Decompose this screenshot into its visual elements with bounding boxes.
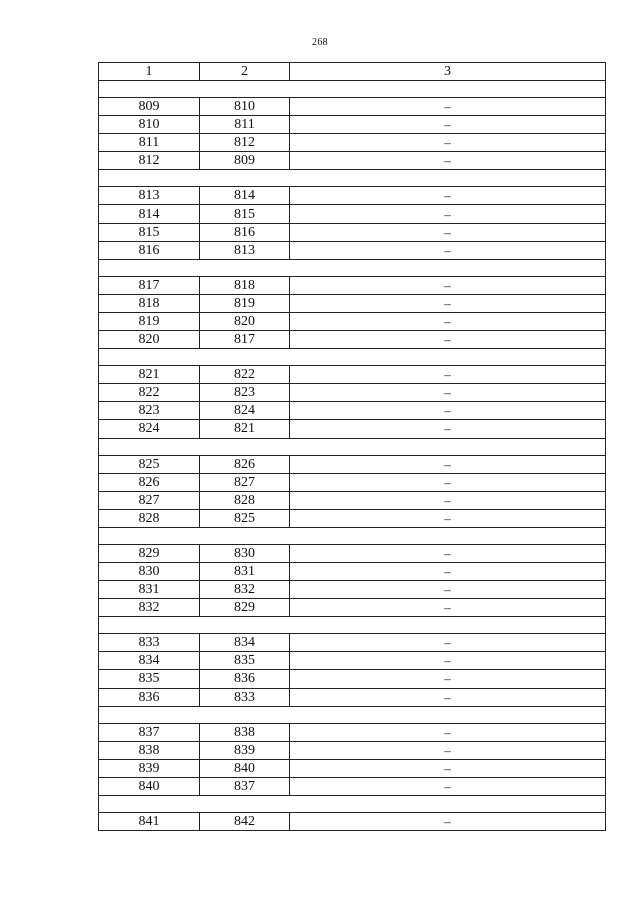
table-cell-col-2: 812 bbox=[200, 134, 290, 152]
table-row bbox=[99, 420, 606, 438]
table-row bbox=[99, 366, 606, 384]
table-cell-col-3: – bbox=[290, 509, 606, 527]
table-row bbox=[99, 759, 606, 777]
table-cell-col-1: 840 bbox=[99, 777, 200, 795]
table-cell-col-3: – bbox=[290, 544, 606, 562]
table-row bbox=[99, 205, 606, 223]
group-separator-row bbox=[99, 349, 606, 366]
table-cell-col-1: 817 bbox=[99, 276, 200, 294]
table-cell-col-1: 827 bbox=[99, 491, 200, 509]
table-row bbox=[99, 152, 606, 170]
table-row bbox=[99, 723, 606, 741]
table-cell-col-3: – bbox=[290, 152, 606, 170]
table-cell-col-1: 814 bbox=[99, 205, 200, 223]
table-cell-col-2: 819 bbox=[200, 294, 290, 312]
table-cell-col-2: 818 bbox=[200, 276, 290, 294]
table-cell-col-3: – bbox=[290, 813, 606, 831]
table-cell-col-1: 816 bbox=[99, 241, 200, 259]
table-cell-col-1: 825 bbox=[99, 455, 200, 473]
group-separator-cell bbox=[99, 349, 606, 366]
table-cell-col-1: 828 bbox=[99, 509, 200, 527]
table-cell-col-1: 818 bbox=[99, 294, 200, 312]
group-separator-cell bbox=[99, 796, 606, 813]
column-header-3: 3 bbox=[290, 63, 606, 81]
table-cell-col-3: – bbox=[290, 366, 606, 384]
table-cell-col-3: – bbox=[290, 98, 606, 116]
table-row bbox=[99, 276, 606, 294]
table-cell-col-1: 819 bbox=[99, 312, 200, 330]
table-row bbox=[99, 134, 606, 152]
table-cell-col-1: 836 bbox=[99, 688, 200, 706]
table-cell-col-3: – bbox=[290, 402, 606, 420]
table-cell-col-1: 809 bbox=[99, 98, 200, 116]
table-cell-col-2: 824 bbox=[200, 402, 290, 420]
table-cell-col-2: 816 bbox=[200, 223, 290, 241]
group-separator-row bbox=[99, 81, 606, 98]
group-separator-row bbox=[99, 706, 606, 723]
group-separator-cell bbox=[99, 438, 606, 455]
table-cell-col-1: 841 bbox=[99, 813, 200, 831]
table-row bbox=[99, 312, 606, 330]
table-cell-col-2: 820 bbox=[200, 312, 290, 330]
table-cell-col-2: 823 bbox=[200, 384, 290, 402]
table-cell-col-1: 824 bbox=[99, 420, 200, 438]
table-row bbox=[99, 562, 606, 580]
table-cell-col-3: – bbox=[290, 205, 606, 223]
group-separator-row bbox=[99, 438, 606, 455]
page-number: 268 bbox=[312, 37, 328, 48]
table-cell-col-3: – bbox=[290, 420, 606, 438]
table-cell-col-1: 821 bbox=[99, 366, 200, 384]
table-cell-col-3: – bbox=[290, 491, 606, 509]
table-cell-col-3: – bbox=[290, 223, 606, 241]
table-cell-col-2: 814 bbox=[200, 187, 290, 205]
table-cell-col-1: 831 bbox=[99, 581, 200, 599]
table-cell-col-3: – bbox=[290, 581, 606, 599]
table-cell-col-2: 838 bbox=[200, 723, 290, 741]
table-cell-col-3: – bbox=[290, 241, 606, 259]
table-cell-col-1: 834 bbox=[99, 652, 200, 670]
table-row bbox=[99, 509, 606, 527]
column-header-2: 2 bbox=[200, 63, 290, 81]
table-cell-col-3: – bbox=[290, 134, 606, 152]
table-cell-col-2: 811 bbox=[200, 116, 290, 134]
table-cell-col-3: – bbox=[290, 599, 606, 617]
table-row bbox=[99, 223, 606, 241]
group-separator-row bbox=[99, 796, 606, 813]
table-cell-col-3: – bbox=[290, 723, 606, 741]
table-cell-col-3: – bbox=[290, 473, 606, 491]
table-row bbox=[99, 813, 606, 831]
group-separator-cell bbox=[99, 527, 606, 544]
table-cell-col-3: – bbox=[290, 331, 606, 349]
table-cell-col-2: 810 bbox=[200, 98, 290, 116]
table-row bbox=[99, 402, 606, 420]
table-cell-col-1: 839 bbox=[99, 759, 200, 777]
table-row bbox=[99, 331, 606, 349]
group-separator-cell bbox=[99, 81, 606, 98]
table-row bbox=[99, 241, 606, 259]
table-cell-col-3: – bbox=[290, 777, 606, 795]
table-cell-col-3: – bbox=[290, 759, 606, 777]
table-cell-col-3: – bbox=[290, 741, 606, 759]
table-cell-col-1: 811 bbox=[99, 134, 200, 152]
table-cell-col-1: 838 bbox=[99, 741, 200, 759]
table-cell-col-3: – bbox=[290, 455, 606, 473]
table-cell-col-1: 815 bbox=[99, 223, 200, 241]
table-cell-col-2: 822 bbox=[200, 366, 290, 384]
table-cell-col-2: 815 bbox=[200, 205, 290, 223]
group-separator-cell bbox=[99, 259, 606, 276]
table-body bbox=[99, 81, 606, 831]
table-row bbox=[99, 116, 606, 134]
table-header bbox=[99, 63, 606, 81]
table-cell-col-3: – bbox=[290, 294, 606, 312]
group-separator-cell bbox=[99, 706, 606, 723]
table-cell-col-1: 823 bbox=[99, 402, 200, 420]
group-separator-row bbox=[99, 259, 606, 276]
table-cell-col-1: 832 bbox=[99, 599, 200, 617]
table-cell-col-2: 817 bbox=[200, 331, 290, 349]
table-cell-col-3: – bbox=[290, 652, 606, 670]
table-cell-col-3: – bbox=[290, 384, 606, 402]
table-cell-col-1: 813 bbox=[99, 187, 200, 205]
table-cell-col-3: – bbox=[290, 562, 606, 580]
data-table bbox=[98, 62, 606, 831]
table-cell-col-1: 833 bbox=[99, 634, 200, 652]
table-cell-col-2: 830 bbox=[200, 544, 290, 562]
table-cell-col-3: – bbox=[290, 312, 606, 330]
table-cell-col-2: 829 bbox=[200, 599, 290, 617]
group-separator-cell bbox=[99, 170, 606, 187]
table-cell-col-2: 832 bbox=[200, 581, 290, 599]
table-row bbox=[99, 187, 606, 205]
table-row bbox=[99, 652, 606, 670]
table-cell-col-2: 813 bbox=[200, 241, 290, 259]
table-cell-col-2: 842 bbox=[200, 813, 290, 831]
table-row bbox=[99, 688, 606, 706]
table-row bbox=[99, 384, 606, 402]
table-cell-col-2: 835 bbox=[200, 652, 290, 670]
table-cell-col-2: 827 bbox=[200, 473, 290, 491]
table-cell-col-1: 829 bbox=[99, 544, 200, 562]
table-cell-col-3: – bbox=[290, 670, 606, 688]
table-cell-col-3: – bbox=[290, 688, 606, 706]
table-row bbox=[99, 491, 606, 509]
table-cell-col-2: 831 bbox=[200, 562, 290, 580]
table-cell-col-2: 836 bbox=[200, 670, 290, 688]
table-row bbox=[99, 581, 606, 599]
table-cell-col-1: 812 bbox=[99, 152, 200, 170]
table-cell-col-1: 830 bbox=[99, 562, 200, 580]
table-cell-col-1: 826 bbox=[99, 473, 200, 491]
table-cell-col-2: 837 bbox=[200, 777, 290, 795]
table-row bbox=[99, 455, 606, 473]
group-separator-row bbox=[99, 170, 606, 187]
column-header-1: 1 bbox=[99, 63, 200, 81]
table-cell-col-1: 837 bbox=[99, 723, 200, 741]
table-cell-col-1: 820 bbox=[99, 331, 200, 349]
table-row bbox=[99, 741, 606, 759]
table-row bbox=[99, 634, 606, 652]
table-row bbox=[99, 544, 606, 562]
table-cell-col-1: 822 bbox=[99, 384, 200, 402]
table-cell-col-2: 840 bbox=[200, 759, 290, 777]
group-separator-row bbox=[99, 617, 606, 634]
table-cell-col-3: – bbox=[290, 634, 606, 652]
table-row bbox=[99, 670, 606, 688]
table-cell-col-3: – bbox=[290, 276, 606, 294]
header-row bbox=[99, 63, 606, 81]
table-row bbox=[99, 599, 606, 617]
group-separator-cell bbox=[99, 617, 606, 634]
table-cell-col-3: – bbox=[290, 187, 606, 205]
table-cell-col-2: 825 bbox=[200, 509, 290, 527]
table-cell-col-1: 835 bbox=[99, 670, 200, 688]
table-cell-col-2: 839 bbox=[200, 741, 290, 759]
table-cell-col-2: 809 bbox=[200, 152, 290, 170]
table-row bbox=[99, 473, 606, 491]
table-cell-col-2: 826 bbox=[200, 455, 290, 473]
table-row bbox=[99, 98, 606, 116]
table-cell-col-2: 833 bbox=[200, 688, 290, 706]
table-cell-col-2: 828 bbox=[200, 491, 290, 509]
table-row bbox=[99, 294, 606, 312]
table-cell-col-2: 834 bbox=[200, 634, 290, 652]
table-row bbox=[99, 777, 606, 795]
table-cell-col-1: 810 bbox=[99, 116, 200, 134]
table-cell-col-2: 821 bbox=[200, 420, 290, 438]
group-separator-row bbox=[99, 527, 606, 544]
table-cell-col-3: – bbox=[290, 116, 606, 134]
